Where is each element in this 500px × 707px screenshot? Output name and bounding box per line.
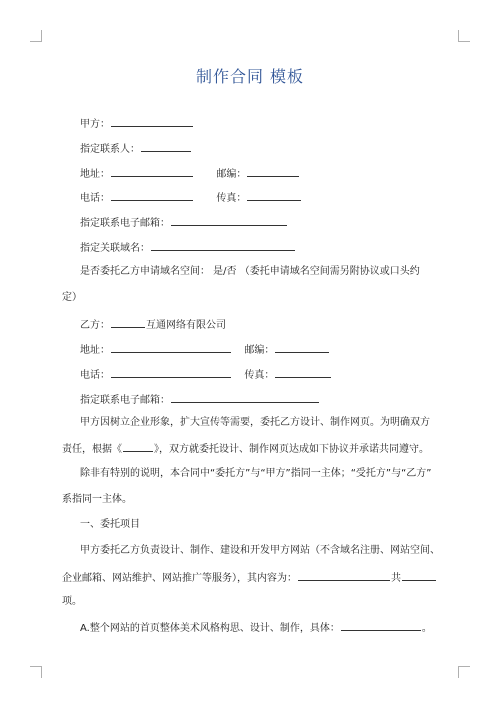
item-a-blank [341,620,421,631]
party-a-label: 甲方： [80,119,110,130]
section-1-line-3: 项。 [62,596,82,607]
party-a-domain-label: 指定关联域名： [80,243,150,254]
section-1-heading: 一、委托项目 [80,519,140,530]
party-b-fax-label: 传真： [244,370,275,381]
party-a-email-blank [171,215,287,226]
party-b-fax-blank [275,367,331,378]
party-a-domain-line [80,240,296,256]
party-a-blank [111,116,193,127]
party-a-address-blank [111,166,193,177]
party-a-postcode-label: 邮编： [216,169,247,180]
corner-mark-bottom-right [458,666,470,678]
domain-question-line-2: 定） [62,292,82,303]
item-count-blank [402,570,436,581]
document-title: 制作合同 模板 [195,67,305,86]
section-1-line-2 [62,570,437,586]
party-b-address-label: 地址： [80,345,110,356]
party-b-name: 互通网络有限公司 [146,320,226,331]
party-a-contact-blank [141,141,191,152]
party-b-email-label: 指定联系电子邮箱： [80,395,170,406]
party-a-fax-label: 传真： [216,193,247,204]
party-a-address-label: 地址： [80,169,110,180]
section-1-item-a [80,620,432,636]
party-b-email-line [80,392,320,408]
intro-line-2-start: 责任，根据《 [62,444,122,455]
law-name-blank [123,441,153,452]
party-b-phone-label: 电话： [80,370,110,381]
domain-question-line-1: 是否委托乙方申请域名空间： 是/否 （委托申请域名空间需另附协议或口头约 [80,266,420,277]
party-a-contact-line [80,141,192,157]
party-b-line [80,317,226,333]
party-a-line [80,116,194,132]
party-b-email-blank [171,392,319,403]
party-b-postcode-blank [275,342,329,353]
party-b-blank [111,317,145,328]
corner-mark-bottom-left [30,666,42,678]
definition-line-2: 系指同一主体。 [62,494,132,505]
corner-mark-top-left [30,30,42,42]
party-a-address-line [80,166,300,182]
intro-line-1: 甲方因树立企业形象，扩大宣传等需要，委托乙方设计、制作网页。为明确双方 [80,417,430,428]
party-a-postcode-blank [247,166,299,177]
party-a-phone-line [80,190,302,206]
item-a-end: 。 [421,623,432,634]
intro-line-2-end: 》，双方就委托设计、制作网页达成如下协议并承诺共同遵守。 [154,444,429,455]
party-a-contact-label: 指定联系人： [80,144,140,155]
party-a-fax-blank [247,190,301,201]
party-a-phone-blank [111,190,193,201]
item-a-text: A.整个网站的首页整体美术风格构思、设计、制作，具体： [80,623,340,634]
party-a-phone-label: 电话： [80,193,110,204]
intro-line-2 [62,441,429,457]
section-1-total-label: 共 [391,573,401,584]
party-b-postcode-label: 邮编： [244,345,275,356]
corner-mark-top-right [458,30,470,42]
section-1-line-1: 甲方委托乙方负责设计、制作、建设和开发甲方网站（不含域名注册、网站空间、 [80,545,440,556]
definition-line-1: 除非有特别的说明，本合同中“委托方”与“甲方”指同一主体；“受托方”与“乙方” [80,468,432,479]
party-a-email-line [80,215,288,231]
party-b-address-blank [111,342,231,353]
party-b-phone-blank [111,367,231,378]
section-1-line-2-start: 企业邮箱、网站维护、网站推广等服务），其内容为： [62,573,297,584]
party-a-domain-blank [151,240,295,251]
party-b-label: 乙方： [80,320,110,331]
party-b-address-line [80,342,330,358]
party-a-email-label: 指定联系电子邮箱： [80,218,170,229]
party-b-phone-line [80,367,332,383]
content-blank [298,570,390,581]
